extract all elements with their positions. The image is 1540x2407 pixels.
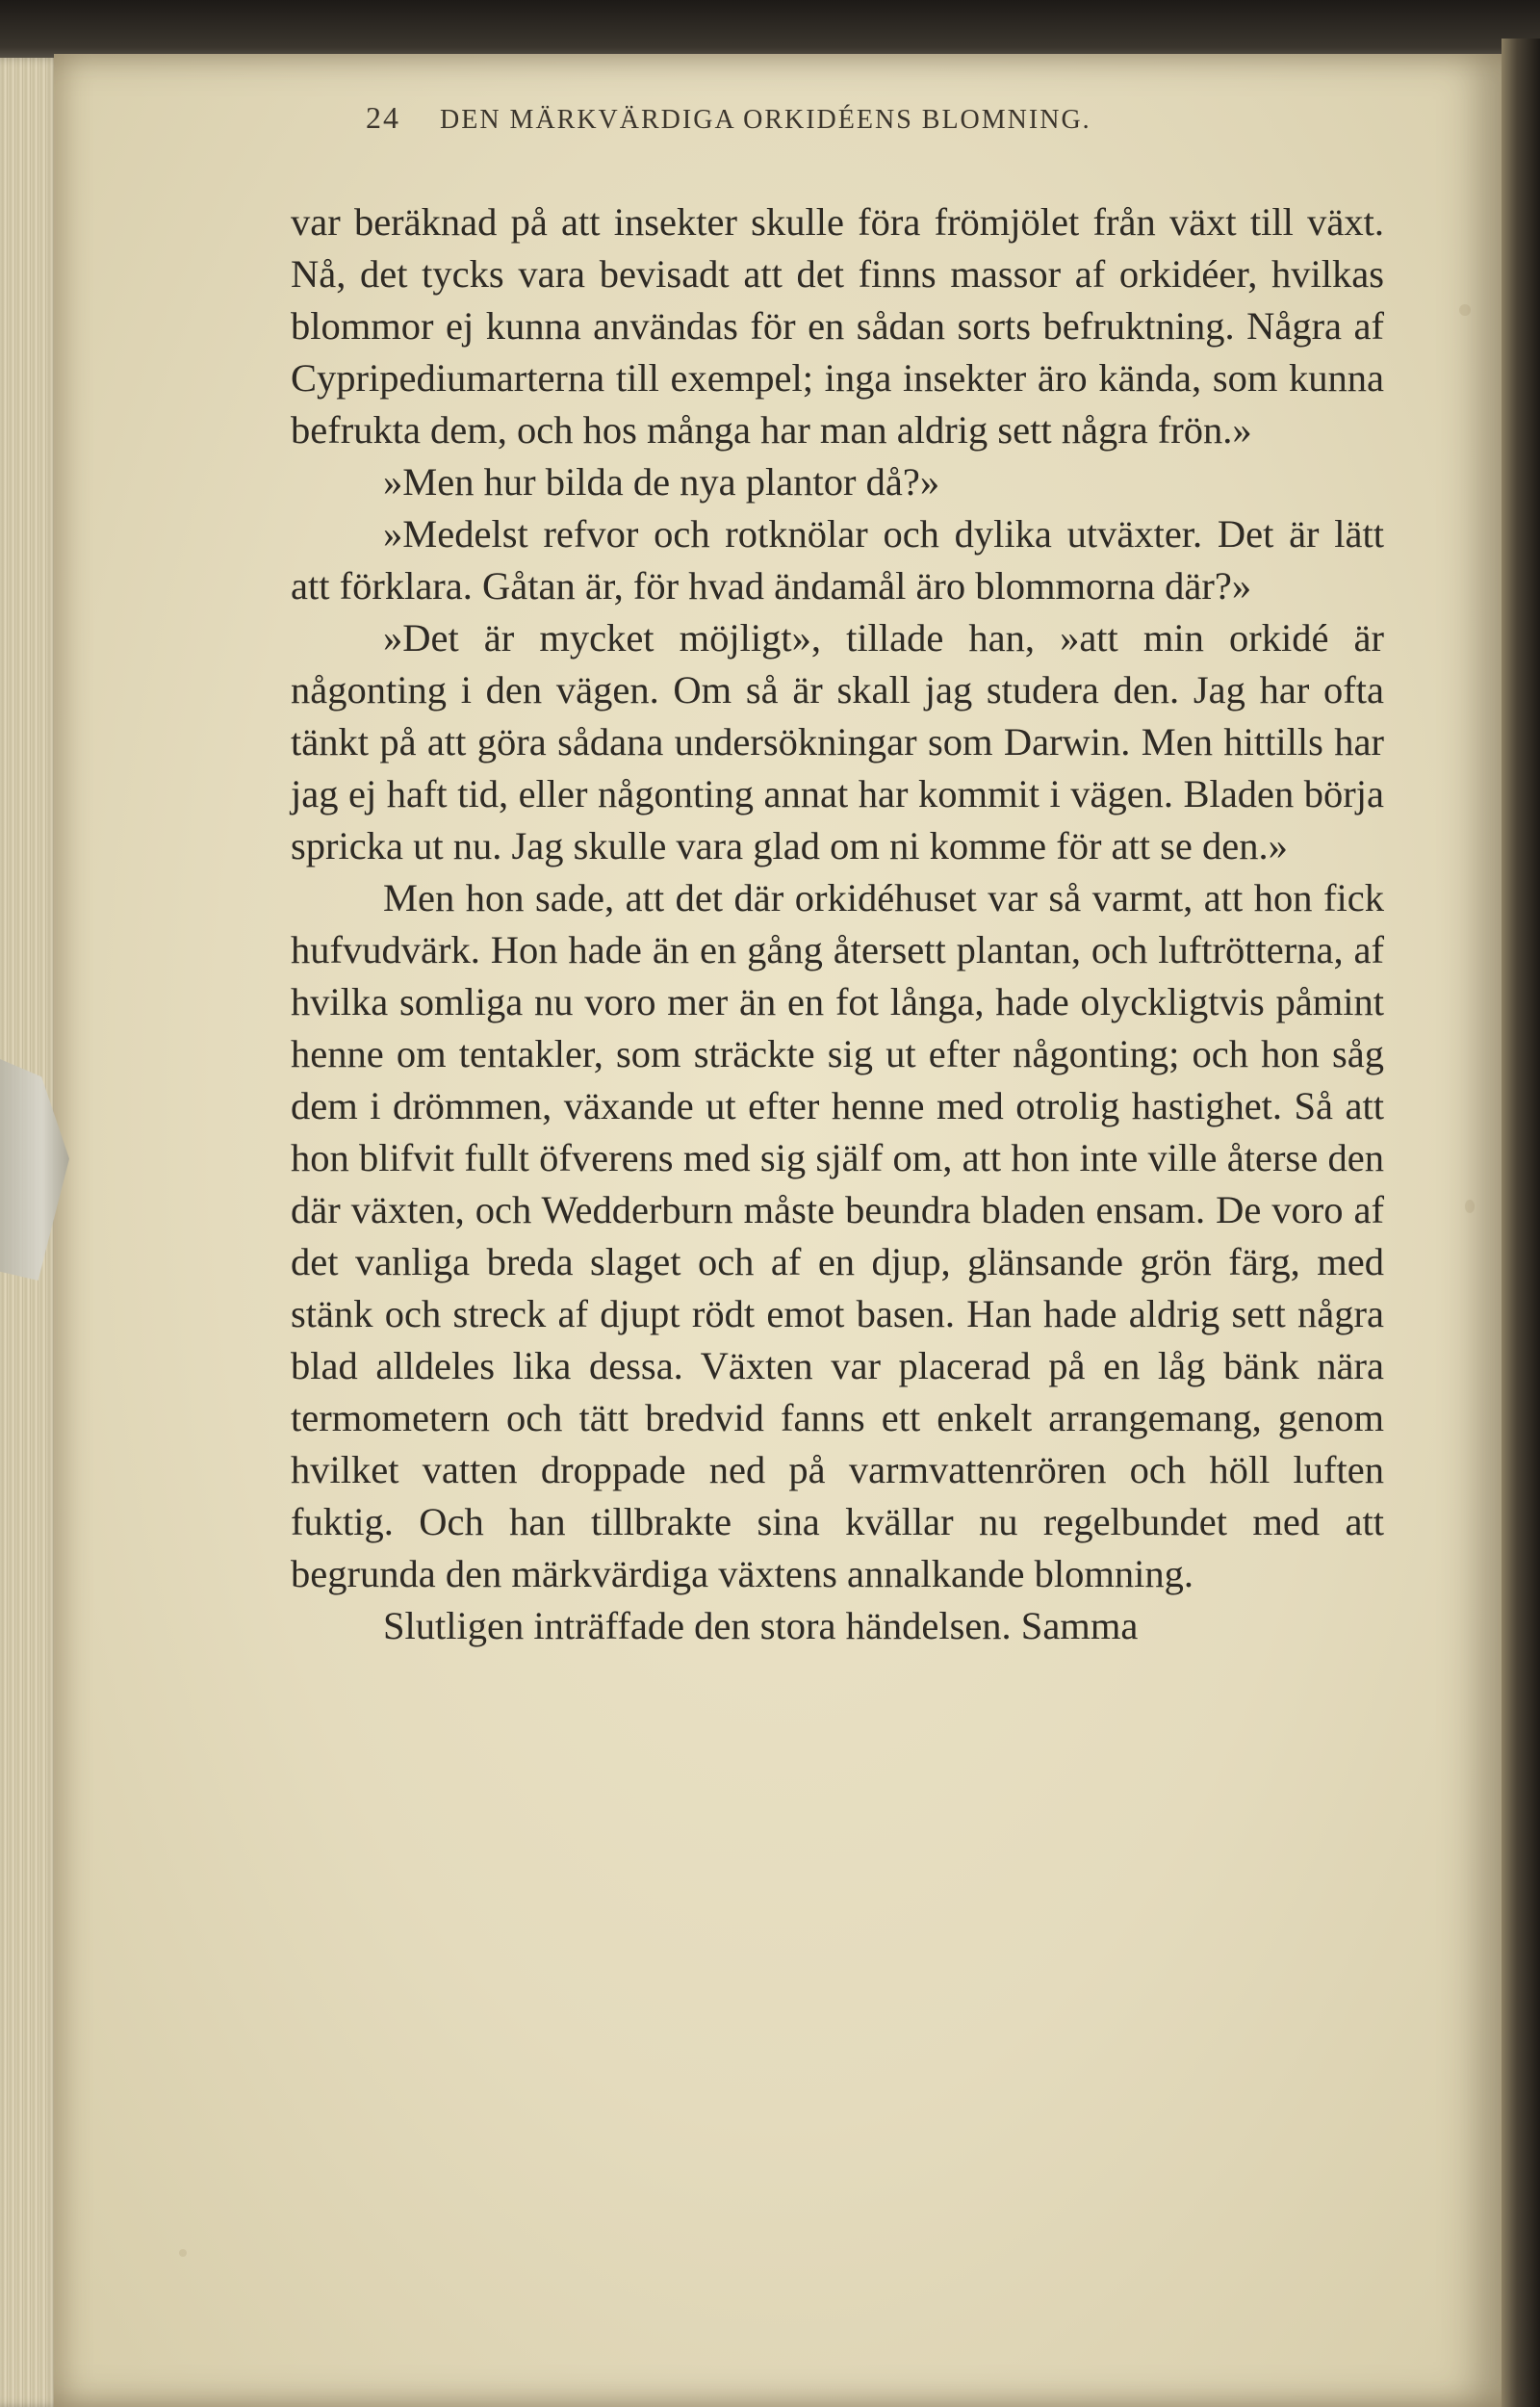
paragraph: Men hon sade, att det där orkidéhuset var så varmt, att hon fick hufvudvärk. Hon hade än en gång återsett plantan, och luftrötterna, af hvilka somliga nu voro mer än en fot långa, hade olyckligtvis påmint henne om tentakler, som sträckte sig ut efter någonting; och hon såg dem i drömmen, växande ut efter henne med otrolig hastighet. Så att hon blifvit fullt öfverens med sig själf om, att hon inte ville återse den där växten, och Wedderburn måste beundra bladen ensam. De voro af det vanliga breda slaget och af en djup, glänsande grön färg, med stänk och streck af djupt rödt emot basen. Han hade aldrig sett några blad alldeles lika dessa. Växten var placerad på en låg bänk nära termometern och tätt bredvid fanns ett enkelt arrangemang, genom hvilket vatten droppade ned på varmvattenrören och höll luften fuktig. Och han tillbrakte sina kvällar nu regelbundet med att begrunda den märkvärdiga växtens annalkande blomning.	[291, 876, 1384, 1595]
paragraph: Slutligen inträffade den stora händelsen. Samma	[383, 1604, 1139, 1647]
paper-spot	[179, 2249, 187, 2257]
running-header	[366, 100, 1309, 136]
running-title: DEN MÄRKVÄRDIGA ORKIDÉENS BLOMNING.	[440, 105, 1091, 135]
paper-spot	[1465, 1200, 1475, 1213]
paragraph: »Men hur bilda de nya plantor då?»	[383, 460, 940, 504]
book-binding	[1502, 39, 1540, 2407]
paragraph: var beräknad på att insekter skulle föra frömjölet från växt till växt. Nå, det tycks vara bevisadt att det finns massor af orkidéer, hvilkas blommor ej kunna användas för en sådan sorts befruktning. Några af Cypripediumarterna till exempel; inga insekter äro kända, som kunna befrukta dem, och hos många har man aldrig sett några frön.»	[291, 200, 1384, 452]
paragraph: »Medelst refvor och rotknölar och dylika utväxter. Det är lätt att förklara. Gåtan är, för hvad ändamål äro blommorna där?»	[291, 512, 1384, 608]
paper-spot	[1459, 304, 1471, 316]
page-number: 24	[366, 100, 400, 135]
paragraph: »Det är mycket möjligt», tillade han, »att min orkidé är någonting i den vägen. Om så är skall jag studera den. Jag har ofta tänkt på att göra sådana undersökningar som Darwin. Men hittills har jag ej haft tid, eller någonting annat har kommit i vägen. Bladen börja spricka ut nu. Jag skulle vara glad om ni komme för att se den.»	[291, 616, 1384, 867]
body-text	[291, 196, 1384, 1652]
